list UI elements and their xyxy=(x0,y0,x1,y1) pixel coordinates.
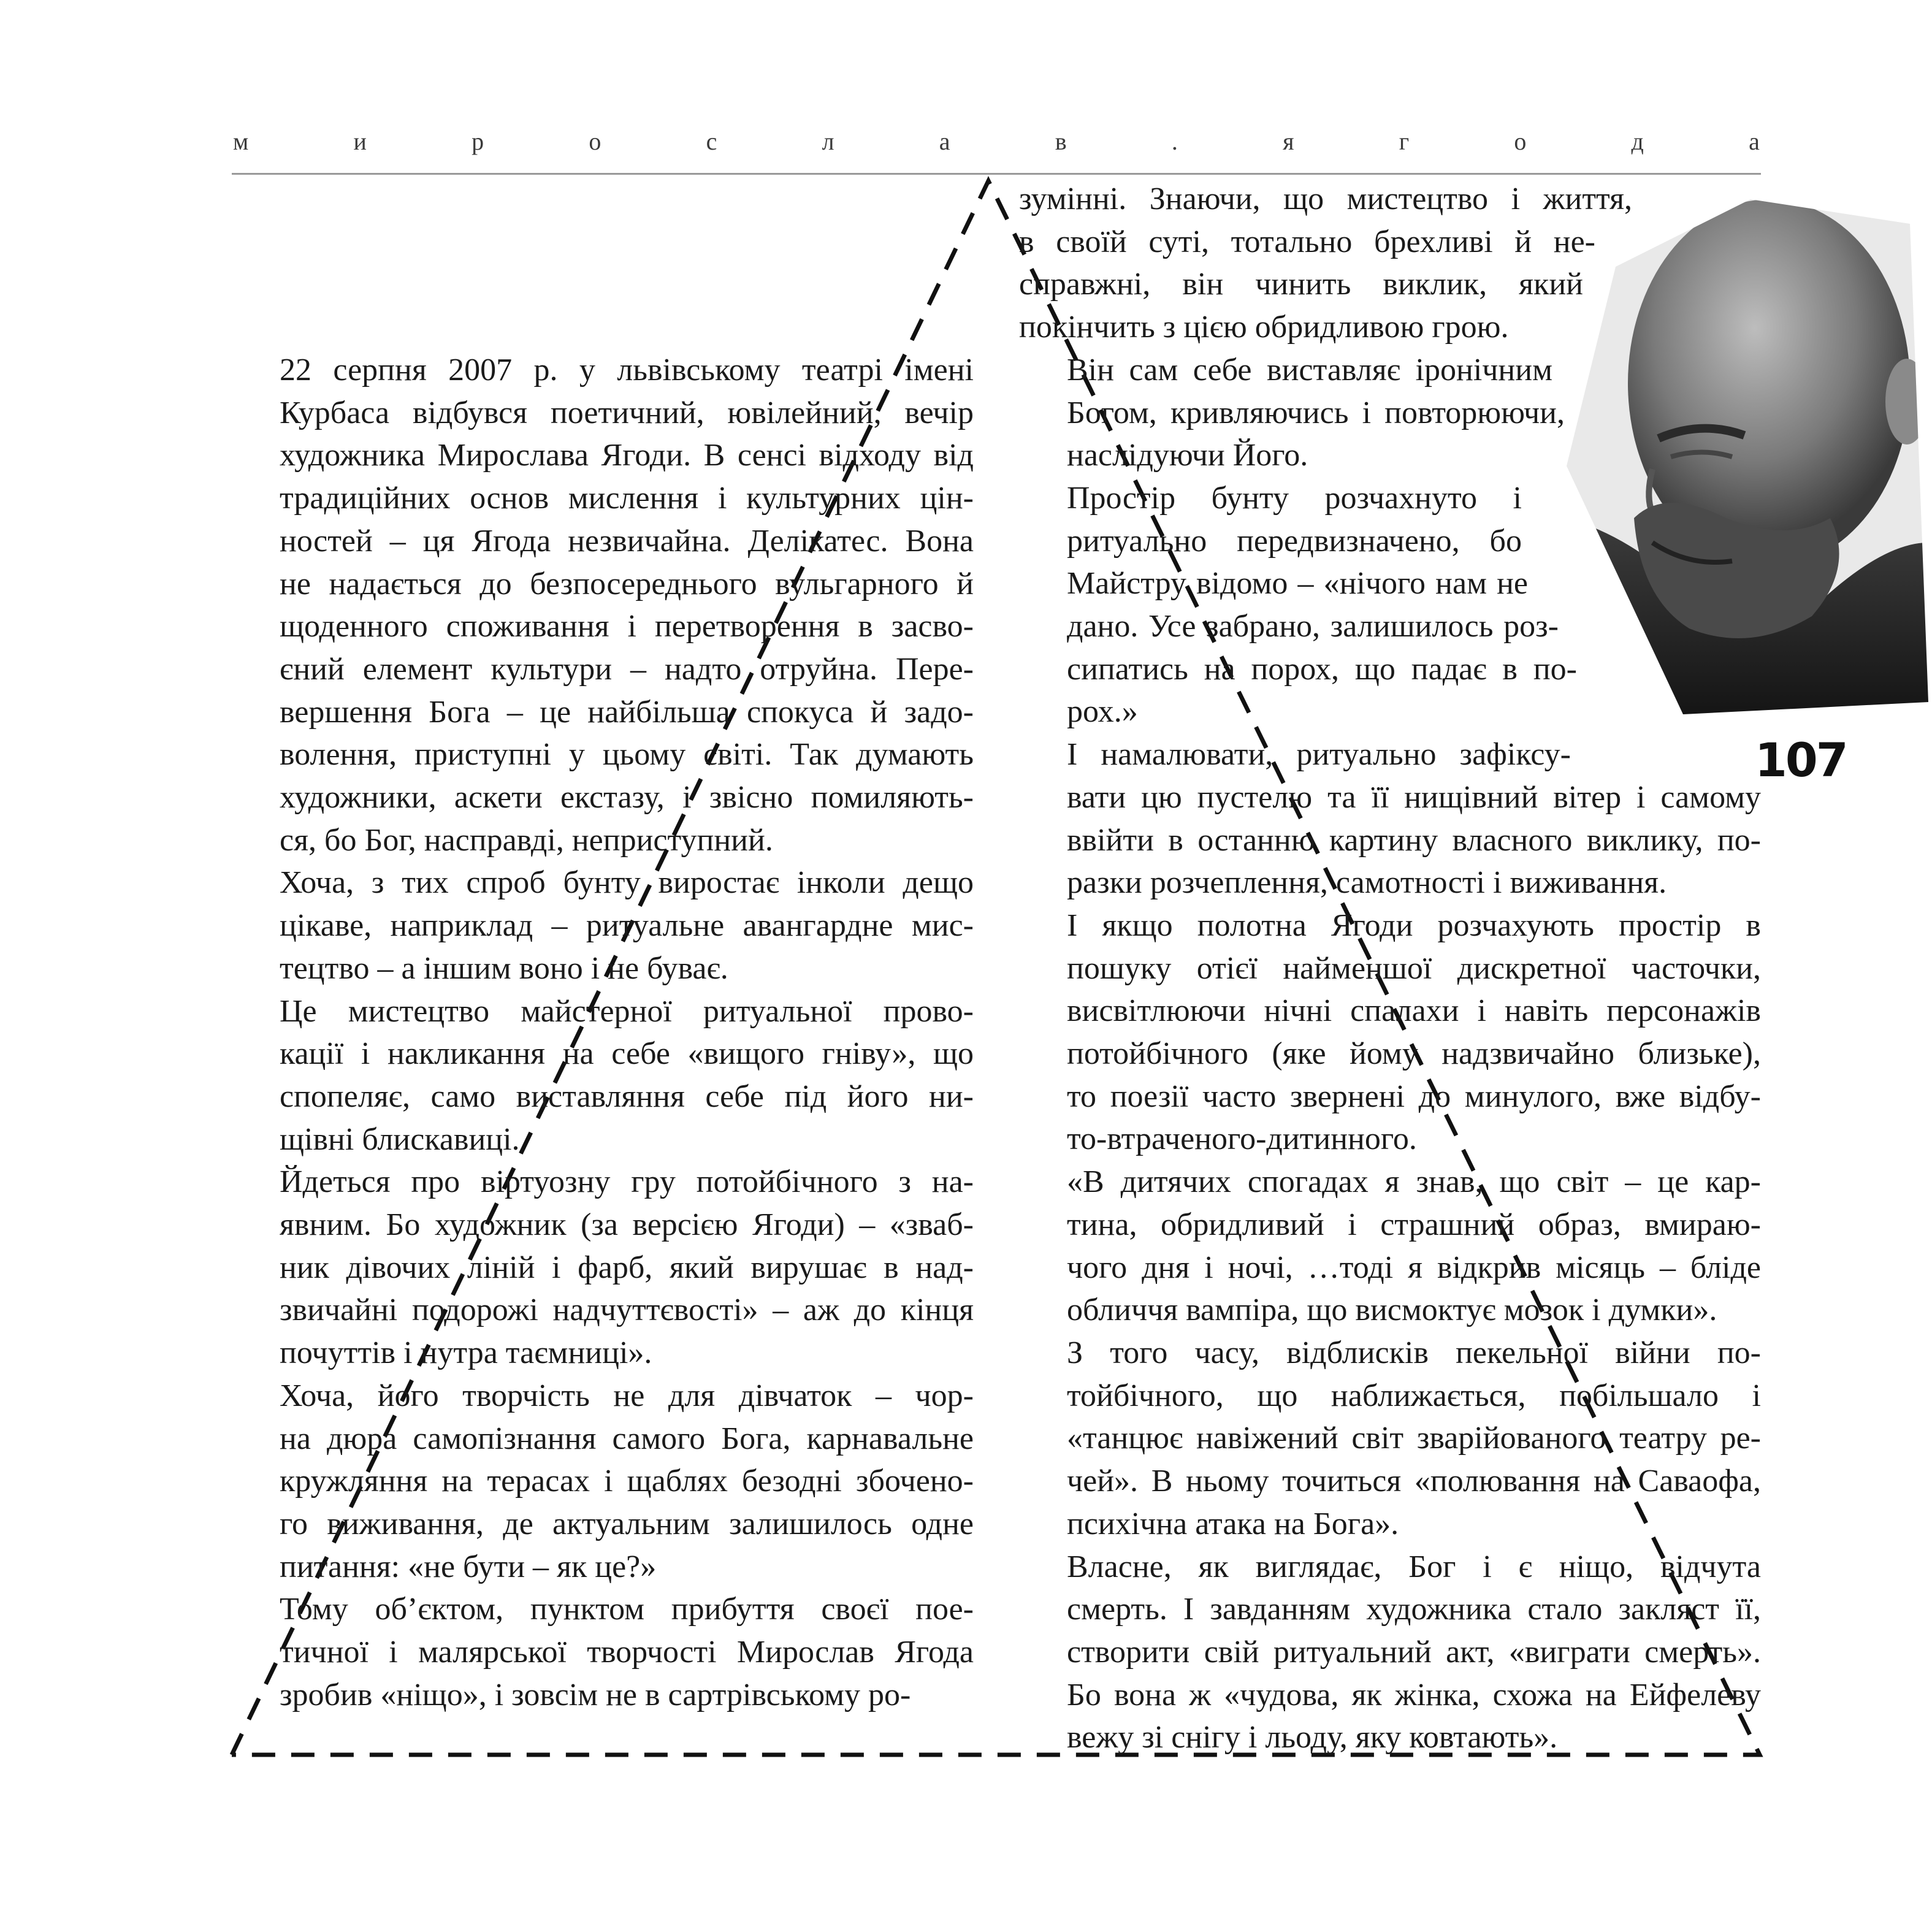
text-line: цікаве, наприклад – ритуальне авангардне мис- xyxy=(280,908,974,944)
paragraph xyxy=(1019,904,1761,1161)
text-line: вати цю пустелю та її нищівний вітер і самому xyxy=(1067,779,1761,815)
text-line: ник дівочих ліній і фарб, який вирушає в над- xyxy=(280,1250,974,1285)
running-head-letter: м xyxy=(233,127,249,155)
paragraph xyxy=(232,990,974,1161)
text-line: І якщо полотна Ягоди розчахують простір в xyxy=(1067,907,1761,943)
paragraph xyxy=(232,1588,974,1716)
page-number: 107 xyxy=(1755,733,1847,787)
text-line: зумінні. Знаючи, що мистецтво і життя, xyxy=(1019,181,1632,216)
left-column xyxy=(232,349,974,1717)
running-head xyxy=(233,126,1760,156)
text-line: ностей – ця Ягода незвичайна. Делікатес. Вона xyxy=(280,523,974,559)
running-head-letter: д xyxy=(1631,127,1644,155)
text-line: покінчить з цією обридливою грою. xyxy=(1019,310,1509,345)
text-line: «танцює навіжений світ зварійованого театру ре- xyxy=(1067,1421,1761,1456)
portrait-photo xyxy=(1567,199,1928,714)
text-line: питання: «не бути – як це?» xyxy=(280,1549,657,1584)
text-line: 22 серпня 2007 р. у львівському театрі імені xyxy=(280,353,974,388)
header-rule xyxy=(232,173,1761,175)
running-head-letter: л xyxy=(822,127,834,155)
text-line: справжні, він чинить виклик, який xyxy=(1019,267,1583,302)
text-line: Майстру відомо – «нічого нам не xyxy=(1067,566,1528,601)
text-line: тойбічного, що наближається, побільшало і xyxy=(1067,1378,1761,1413)
text-line: наслідуючи Його. xyxy=(1067,438,1308,473)
text-line: Йдеться про віртуозну гру потойбічного з на- xyxy=(280,1164,974,1200)
running-head-letter: о xyxy=(589,127,601,155)
text-line: явним. Бо художник (за версією Ягоди) – «зваб- xyxy=(280,1207,974,1243)
text-line: зробив «ніщо», і зовсім не в сартрівському ро- xyxy=(280,1677,911,1712)
text-line: Тому об’єктом, пунктом прибуття своєї пое- xyxy=(280,1592,974,1627)
text-line: Курбаса відбувся поетичний, ювілейний, вечір xyxy=(280,395,974,430)
text-line: сипатись на порох, що падає в по- xyxy=(1067,651,1577,687)
text-line: художника Мирослава Ягоди. В сенсі відходу від xyxy=(280,438,974,473)
paragraph xyxy=(1019,1332,1761,1546)
running-head-letter: в xyxy=(1055,127,1067,155)
text-line: створити свій ритуальний акт, «виграти смерть». xyxy=(1067,1634,1761,1670)
text-line: Простір бунту розчахнуто і xyxy=(1067,480,1522,516)
text-line: Це мистецтво майстерної ритуальної прово- xyxy=(280,993,974,1029)
running-head-letter: о xyxy=(1514,127,1527,155)
paragraph xyxy=(1019,1161,1761,1332)
running-head-letter: и xyxy=(353,127,367,155)
text-line: на дюра самопізнання самого Бога, карнавальне xyxy=(280,1421,974,1456)
text-line: «В дитячих спогадах я знав, що світ – це кар- xyxy=(1067,1164,1761,1200)
text-line: пошуку отієї найменшої дискретної часточки, xyxy=(1067,950,1761,986)
text-line: го виживання, де актуальним залишилось одне xyxy=(280,1506,974,1541)
text-line: почуттів і нутра таємниці». xyxy=(280,1335,652,1371)
text-line: Власне, як виглядає, Бог і є ніщо, відчута xyxy=(1067,1549,1761,1584)
paragraph xyxy=(232,861,974,990)
text-line: не надається до безпосереднього вульгарного й xyxy=(280,566,974,601)
text-line: психічна атака на Бога». xyxy=(1067,1506,1399,1541)
text-line: Бо вона ж «чудова, як жінка, схожа на Ейфелеву xyxy=(1067,1677,1761,1712)
text-line: Богом, кривляючись і повторюючи, xyxy=(1067,395,1565,430)
text-line: щоденного споживання і перетворення в засво- xyxy=(280,609,974,644)
text-line: смерть. І завданням художника стало закляст її, xyxy=(1067,1592,1761,1627)
text-line: Хоча, його творчість не для дівчаток – чор- xyxy=(280,1378,974,1413)
text-line: щівні блискавиці. xyxy=(280,1121,520,1157)
text-line: ритуально передвизначено, бо xyxy=(1067,523,1522,559)
running-head-letter: г xyxy=(1399,127,1410,155)
text-line: вежу зі снігу і льоду, яку ковтають». xyxy=(1067,1720,1558,1755)
running-head-letter: а xyxy=(1749,127,1760,155)
running-head-letter: а xyxy=(939,127,950,155)
text-line: І намалювати, ритуально зафіксу- xyxy=(1067,737,1571,773)
text-line: то-втраченого-дитинного. xyxy=(1067,1121,1417,1157)
text-line: рох.» xyxy=(1067,694,1138,730)
text-line: тина, обридливий і страшний образ, вмираю- xyxy=(1067,1207,1761,1242)
text-line: вершення Бога – це найбільша спокуса й задо- xyxy=(280,694,974,730)
text-line: ся, бо Бог, насправді, неприступний. xyxy=(280,822,773,858)
text-line: спопеляє, само виставляння себе під його ни- xyxy=(280,1079,974,1114)
text-line: потойбічного (яке йому надзвичайно близьке), xyxy=(1067,1036,1761,1072)
text-line: Хоча, з тих спроб бунту виростає інколи дещо xyxy=(280,865,974,901)
text-line: тецтво – а іншим воно і не буває. xyxy=(280,950,728,986)
text-line: кації і накликання на себе «вищого гніву», що xyxy=(280,1036,974,1072)
paragraph xyxy=(232,349,974,861)
running-head-letter: я xyxy=(1283,127,1294,155)
text-line: чого дня і ночі, …тоді я відкрив місяць – бліде xyxy=(1067,1250,1761,1285)
running-head-letter: с xyxy=(706,127,717,155)
text-line: Він сам себе виставляє іронічним xyxy=(1067,352,1552,388)
text-line: художники, аскети екстазу, і звісно помиляють- xyxy=(280,780,974,815)
text-line: чей». В ньому точиться «полювання на Саваофа, xyxy=(1067,1464,1761,1499)
paragraph xyxy=(232,1375,974,1589)
text-line: ввійти в останню картину власного виклику, по- xyxy=(1067,822,1761,858)
text-line: З того часу, відблисків пекельної війни по- xyxy=(1067,1335,1761,1370)
text-line: кружляння на терасах і щаблях безодні збочено- xyxy=(280,1464,974,1499)
text-line: звичайні подорожі надчуттєвості» – аж до кінця xyxy=(280,1292,974,1328)
text-line: дано. Усе забрано, залишилось роз- xyxy=(1067,609,1559,644)
running-head-letter: р xyxy=(472,127,484,155)
text-line: обличчя вампіра, що висмоктує мозок і думки». xyxy=(1067,1292,1717,1328)
text-line: традиційних основ мислення і культурних цін- xyxy=(280,481,974,516)
running-head-letter: . xyxy=(1171,127,1178,155)
text-line: тичної і малярської творчості Мирослав Ягода xyxy=(280,1635,974,1670)
text-line: висвітлюючи нічні спалахи і навіть персонажів xyxy=(1067,993,1761,1029)
paragraph xyxy=(1019,1546,1761,1760)
text-line: разки розчеплення, самотності і виживання. xyxy=(1067,865,1667,901)
text-line: то поезії часто звернені до минулого, вже відбу- xyxy=(1067,1079,1761,1114)
text-line: єний елемент культури – надто отруйна. Пере- xyxy=(280,651,974,687)
paragraph xyxy=(232,1161,974,1375)
paragraph xyxy=(1019,733,1761,904)
text-line: в своїй суті, тотально брехливі й не- xyxy=(1019,224,1595,259)
text-line: волення, приступні у цьому світі. Так думають xyxy=(280,737,974,773)
